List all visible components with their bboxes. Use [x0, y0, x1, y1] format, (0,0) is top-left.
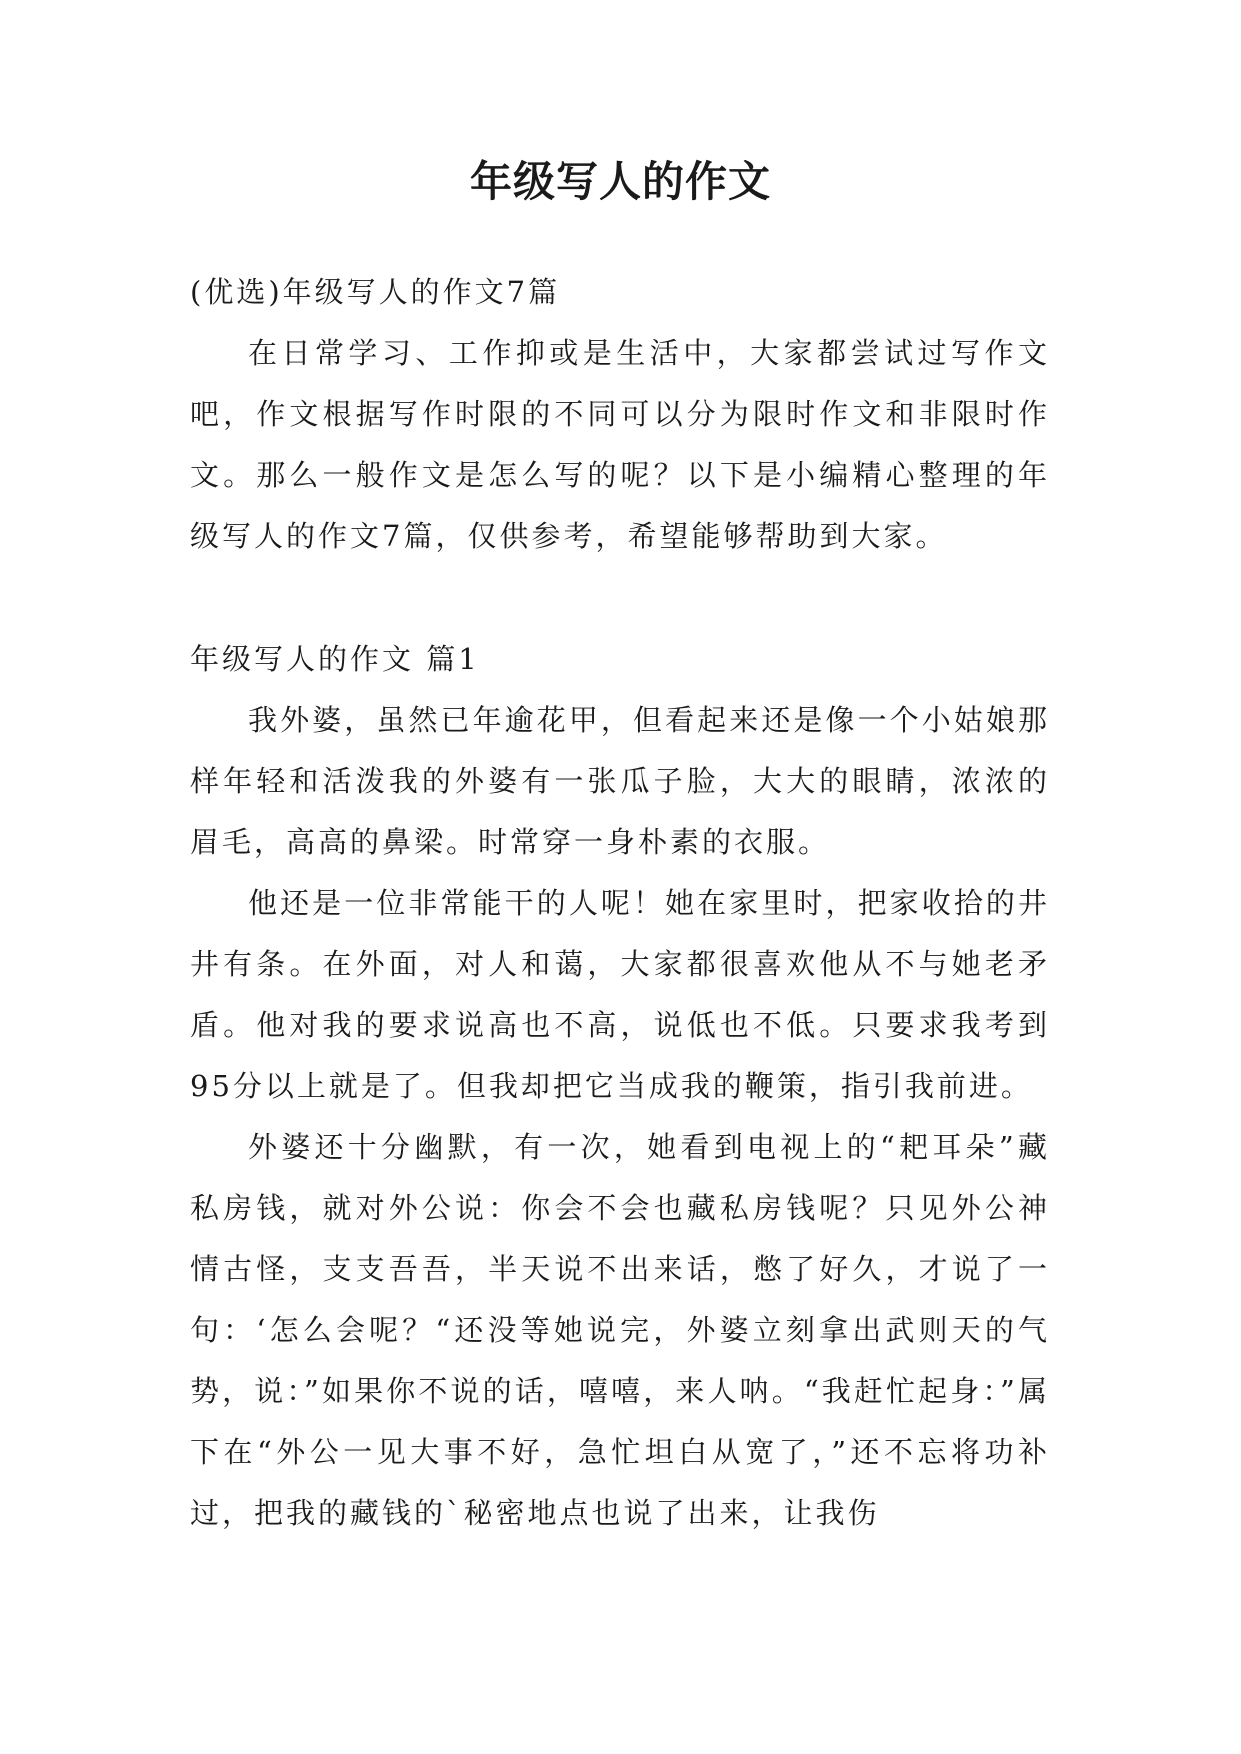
- body-paragraph-3: 外婆还十分幽默，有一次，她看到电视上的“耙耳朵”藏私房钱，就对外公说：你会不会也藏私房钱呢？只见外公神情古怪，支支吾吾，半天说不出来话，憋了好久，才说了一句：‘怎么会呢？“还没等她说完，外婆立刻拿出武则天的气势，说：”如果你不说的话，嘻嘻，来人呐。“我赶忙起身：”属下在“外公一见大事不好，急忙坦白从宽了，”还不忘将功补过，把我的藏钱的`秘密地点也说了出来，让我伤: [190, 1130, 1050, 1530]
- document-body: [190, 262, 1050, 1544]
- document-title: 年级写人的作文: [469, 157, 771, 206]
- section-heading: 年级写人的作文 篇1: [190, 642, 480, 676]
- body-paragraph-2: 他还是一位非常能干的人呢！她在家里时，把家收拾的井井有条。在外面，对人和蔼，大家都很喜欢他从不与她老矛盾。他对我的要求说高也不高，说低也不低。只要求我考到95分以上就是了。但我却把它当成我的鞭策，指引我前进。: [190, 886, 1050, 1103]
- intro-paragraph: 在日常学习、工作抑或是生活中，大家都尝试过写作文吧，作文根据写作时限的不同可以分为限时作文和非限时作文。那么一般作文是怎么写的呢？以下是小编精心整理的年级写人的作文7篇，仅供参考，希望能够帮助到大家。: [190, 336, 1050, 553]
- document-subtitle: (优选)年级写人的作文7篇: [190, 275, 561, 309]
- body-paragraph-1: 我外婆，虽然已年逾花甲，但看起来还是像一个小姑娘那样年轻和活泼我的外婆有一张瓜子脸，大大的眼睛，浓浓的眉毛，高高的鼻梁。时常穿一身朴素的衣服。: [190, 703, 1050, 859]
